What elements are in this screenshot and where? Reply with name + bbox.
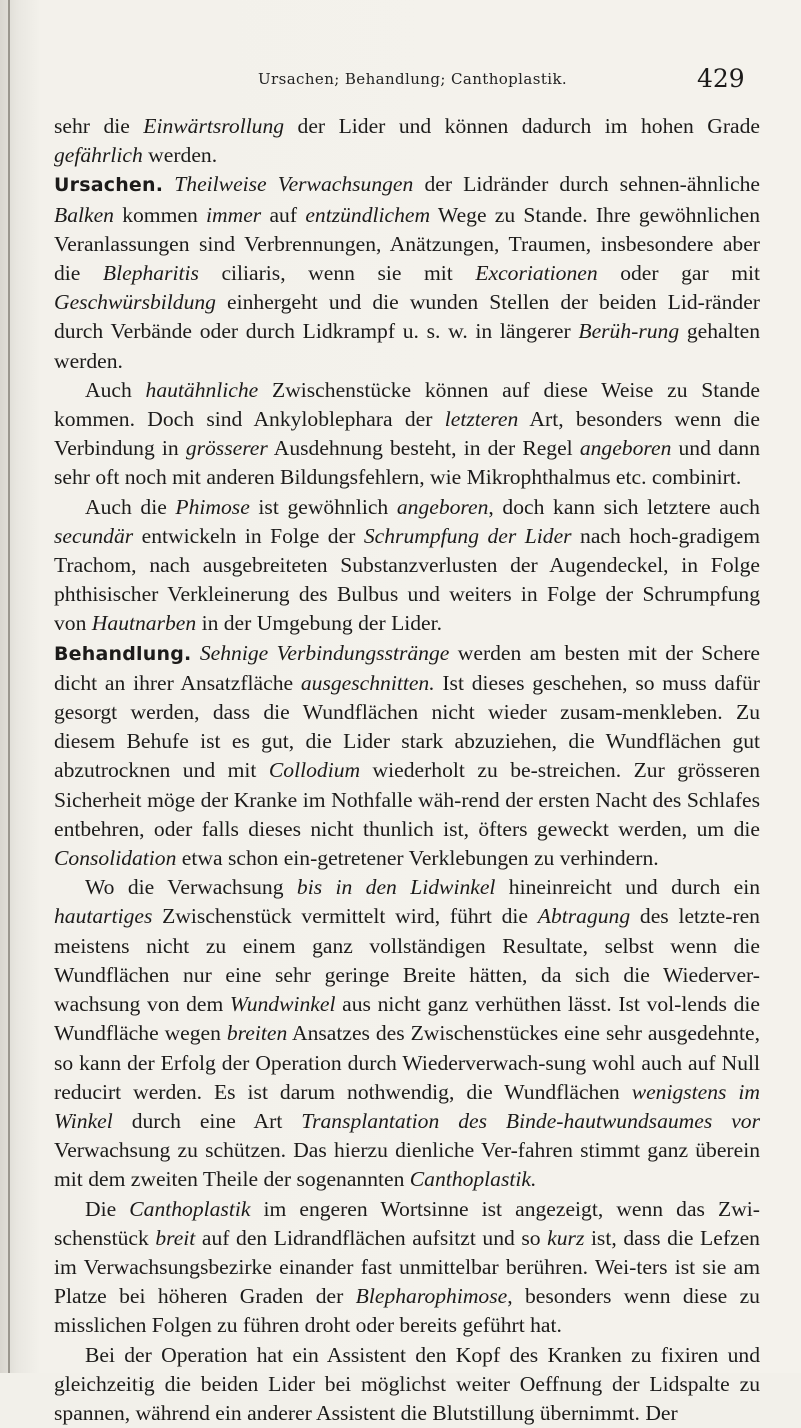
- emphasis: gefährlich: [54, 143, 143, 168]
- text-run: Ausdehnung besteht, in der Regel: [267, 436, 580, 461]
- emphasis: kurz: [547, 1225, 585, 1250]
- text-run: ist gewöhnlich: [249, 494, 397, 519]
- text-run: des letzte-ren meistens nicht zu einem ganz vollständigen Resultate, selbst wenn die Wundflächen nur eine sehr geringe Breite hätten, da sich die Wiederver-wachsung von dem: [54, 904, 760, 1017]
- text-run: ciliaris, wenn sie mit: [198, 261, 476, 286]
- text-run: Ist dieses geschehen, so muss dafür gesorgt werden, dass die Wundflächen nicht wieder zusam-menkleben. Zu diesem Behufe ist es gut, die Lider stark abzuziehen, die Wundflächen gut abzutrocknen und mit: [54, 670, 760, 783]
- text-run: Auch: [85, 377, 146, 402]
- text-run: Wege zu Stande. Ihre gewöhnlichen Veranlassungen sind Verbrennungen, Anätzungen, Traumen, insbesondere aber die: [54, 202, 760, 286]
- text-run: werden am besten mit der Schere dicht an ihrer Ansatzfläche: [54, 640, 760, 695]
- text-run: kommen: [113, 202, 207, 227]
- emphasis: Balken: [54, 202, 114, 227]
- emphasis: Wundwinkel: [229, 992, 336, 1017]
- emphasis: Schrumpfung der Lider: [363, 523, 572, 548]
- text-run: , doch kann sich letztere auch: [488, 494, 760, 519]
- text-run: auf den Lidrandflächen aufsitzt und so: [195, 1225, 548, 1250]
- paragraph: [54, 376, 760, 493]
- emphasis: Einwärtsrollung: [143, 114, 285, 138]
- text-run: und dann sehr oft noch mit anderen Bildungsfehlern, wie Mikrophthalmus etc. combinirt.: [54, 436, 760, 490]
- section-heading-ursachen: Ursachen.: [54, 174, 164, 197]
- emphasis: secundär: [54, 523, 134, 548]
- paragraph-ursachen: [54, 170, 760, 375]
- paragraph: [54, 493, 760, 639]
- text-run: Zwischenstücke können auf diese Weise zu Stande kommen. Doch sind Ankyloblephara der: [54, 377, 761, 432]
- text-run: Bei der Operation hat ein Assistent den Kopf des Kranken zu fixiren und gleichzeitig die beiden Lider bei möglichst weiter Oeffnung der Lidspalte zu spannen, während ein anderer Assistent die Blutstillung übernimmt. Der: [54, 1342, 760, 1425]
- text-run: Ansatzes des Zwischenstückes eine sehr ausgedehnte, so kann der Erfolg der Operation durch Wiederverwach-sung wohl auch auf Null reducirt werden. Es ist darum nothwendig, die Wundflächen: [54, 1021, 760, 1104]
- text-run: aus nicht ganz verhüthen lässt. Ist vol-lends die Wundfläche wegen: [54, 992, 760, 1046]
- text-run: gehalten werden.: [54, 319, 760, 373]
- text-run: hineinreicht und durch ein: [495, 875, 761, 900]
- text-run: einhergeht und die wunden Stellen der beiden Lid-ränder durch Verbände oder durch Lidkrampf u. s. w. in längerer: [54, 290, 760, 344]
- paragraph-behandlung: [54, 639, 760, 874]
- emphasis: Collodium: [268, 758, 361, 783]
- text-run: werden.: [142, 143, 218, 168]
- text-run: [191, 641, 199, 665]
- paragraph-continuation: [54, 112, 760, 170]
- text-run: Auch die: [85, 494, 176, 519]
- text-run: ist, dass die Lefzen im Verwachsungsbezirke einander fast unmittelbar berühren. Wei-ters ist sie am Platze bei höheren Graden der: [54, 1225, 760, 1309]
- emphasis: Transplantation des Binde-hautwundsaumes vor: [301, 1108, 760, 1133]
- text-run: Die: [85, 1196, 130, 1221]
- section-heading-behandlung: Behandlung.: [54, 642, 192, 665]
- text-run: der Lidränder durch sehnen-ähnliche: [413, 172, 760, 197]
- emphasis: Geschwürsbildung: [54, 290, 216, 315]
- text-run: der Lider und können dadurch im hohen Grade: [284, 114, 760, 138]
- emphasis: Canthoplastik.: [409, 1167, 537, 1192]
- emphasis: hautähnliche: [145, 377, 259, 402]
- text-run: in der Umgebung der Lider.: [196, 611, 443, 636]
- emphasis: Blepharitis: [102, 261, 199, 286]
- running-head: Ursachen; Behandlung; Canthoplastik.: [258, 70, 568, 88]
- emphasis: grösserer: [185, 436, 268, 461]
- text-run: Verwachsung zu schützen. Das hierzu dienliche Ver-fahren stimmt ganz überein mit dem zweiten Theile der sogenannten: [54, 1138, 760, 1192]
- text-run: sehr die: [54, 114, 144, 138]
- binding-edge: [8, 0, 10, 1373]
- text-run: Art, besonders wenn die Verbindung in: [54, 407, 760, 461]
- text-run: etwa schon ein-getretener Verklebungen zu verhindern.: [176, 846, 659, 871]
- emphasis: Excoriationen: [475, 261, 598, 286]
- emphasis: entzündlichem: [305, 202, 431, 227]
- text-run: im engeren Wortsinne ist angezeigt, wenn das Zwi-schenstück: [54, 1196, 760, 1250]
- text-run: Wo die Verwachsung: [85, 875, 297, 900]
- emphasis: Canthoplastik: [129, 1196, 251, 1221]
- body-text: [54, 112, 760, 1428]
- paragraph: [54, 1195, 760, 1341]
- emphasis: angeboren: [396, 494, 489, 519]
- emphasis: Sehnige Verbindungsstränge: [199, 640, 450, 665]
- emphasis: hautartiges: [54, 904, 153, 929]
- text-run: entwickeln in Folge der: [133, 523, 364, 548]
- emphasis: ausgeschnitten.: [300, 670, 435, 695]
- emphasis: Theilweise Verwachsungen: [174, 172, 414, 197]
- text-run: nach hoch-gradigem Trachom, nach ausgebreiteten Substanzverlusten der Augendeckel, in Folge phthisischer Verkleinerung des Bulbus und weiters in Folge der Schrumpfung von: [54, 523, 760, 636]
- emphasis: Blepharophimose: [355, 1284, 508, 1309]
- emphasis: breit: [155, 1225, 196, 1250]
- emphasis: Berüh-rung: [578, 319, 680, 344]
- emphasis: Abtragung: [537, 904, 631, 929]
- emphasis: letzteren: [444, 407, 519, 432]
- emphasis: Hautnarben: [91, 611, 197, 636]
- page-number: 429: [697, 64, 745, 93]
- text-run: auf: [261, 202, 306, 227]
- text-run: oder gar mit: [597, 261, 760, 286]
- text-run: , besonders wenn diese zu misslichen Folgen zu führen droht oder bereits geführt hat.: [54, 1284, 760, 1338]
- text-run: Zwischenstück vermittelt wird, führt die: [152, 904, 538, 929]
- paragraph: [54, 1341, 760, 1428]
- emphasis: angeboren: [579, 436, 672, 461]
- emphasis: bis in den Lidwinkel: [296, 875, 496, 900]
- emphasis: Phimose: [175, 494, 250, 519]
- text-run: wiederholt zu be-streichen. Zur grösseren Sicherheit möge der Kranke im Nothfalle wäh-rend der ersten Nacht des Schlafes entbehren, oder falls dieses nicht thunlich ist, öfters geweckt werden, um die: [54, 758, 760, 841]
- paragraph: [54, 873, 760, 1194]
- emphasis: wenigstens im Winkel: [54, 1079, 761, 1133]
- text-run: durch eine Art: [112, 1108, 302, 1133]
- page-header: [0, 64, 801, 100]
- emphasis: Consolidation: [54, 846, 177, 871]
- emphasis: breiten: [226, 1021, 288, 1046]
- text-run: [163, 172, 174, 196]
- emphasis: immer: [206, 202, 262, 227]
